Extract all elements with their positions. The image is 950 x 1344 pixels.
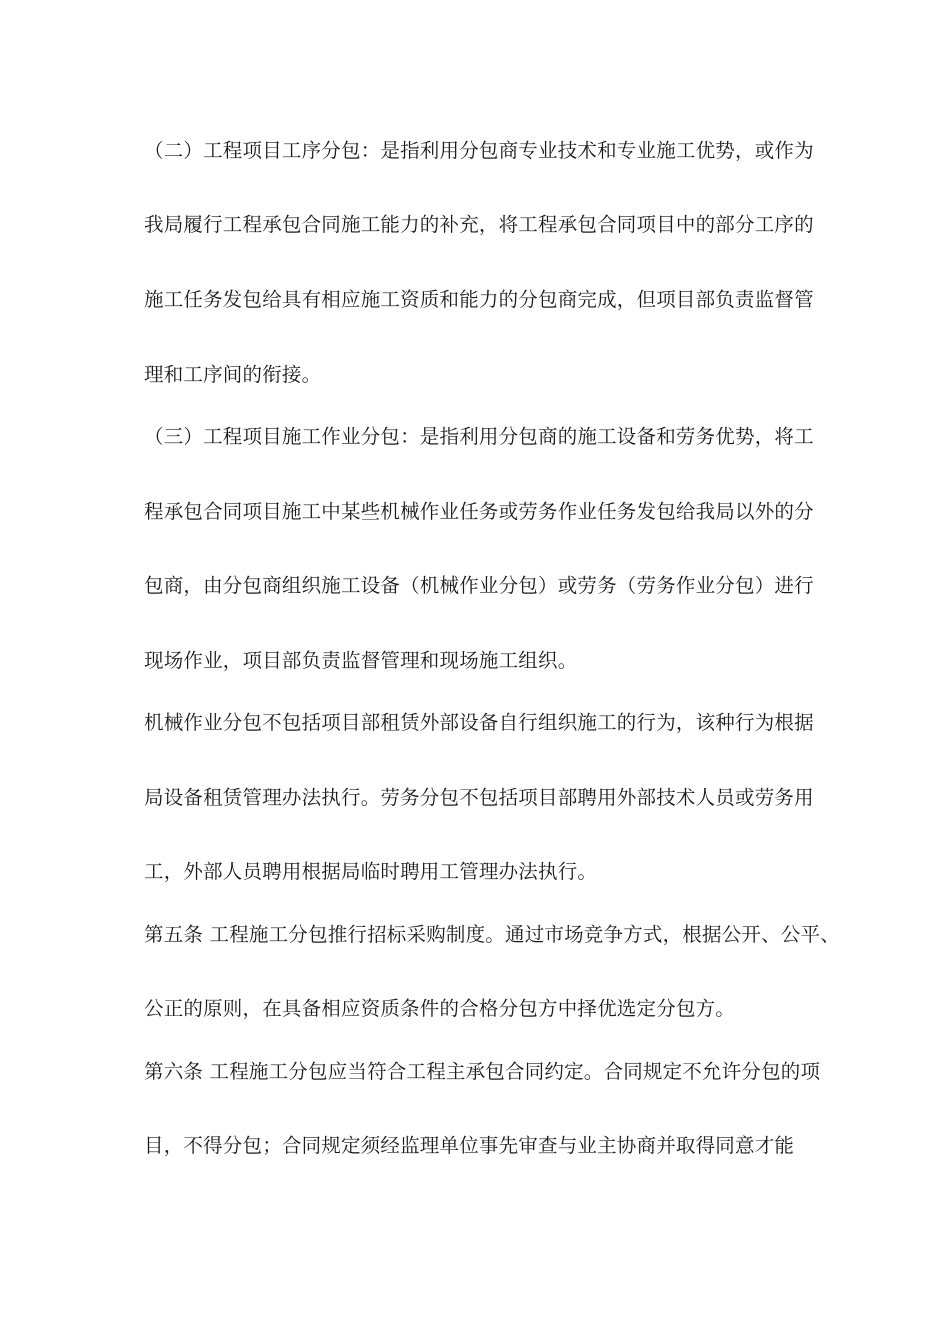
text-line: 工，外部人员聘用根据局临时聘用工管理办法执行。	[144, 860, 598, 883]
text-line: 机械作业分包不包括项目部租赁外部设备自行组织施工的行为，该种行为根据	[144, 711, 814, 734]
text-line: 第六条 工程施工分包应当符合工程主承包合同约定。合同规定不允许分包的项	[144, 1060, 821, 1083]
text-line: 第五条 工程施工分包推行招标采购制度。通过市场竞争方式，根据公开、公平、	[144, 923, 840, 946]
text-line: 包商，由分包商组织施工设备（机械作业分包）或劳务（劳务作业分包）进行	[144, 574, 814, 597]
text-line: 我局履行工程承包合同施工能力的补充，将工程承包合同项目中的部分工序的	[144, 213, 814, 236]
text-line: 施工任务发包给具有相应施工资质和能力的分包商完成，但项目部负责监督管	[144, 288, 814, 311]
text-line: 现场作业，项目部负责监督管理和现场施工组织。	[144, 649, 578, 672]
text-line: 局设备租赁管理办法执行。劳务分包不包括项目部聘用外部技术人员或劳务用	[144, 786, 814, 809]
text-line: 程承包合同项目施工中某些机械作业任务或劳务作业任务发包给我局以外的分	[144, 500, 814, 523]
text-line: 目，不得分包；合同规定须经监理单位事先审查与业主协商并取得同意才能	[144, 1134, 795, 1157]
text-line: 理和工序间的衔接。	[144, 363, 322, 386]
text-line: （二）工程项目工序分包：是指利用分包商专业技术和专业施工优势，或作为	[144, 139, 814, 162]
text-line: 公正的原则，在具备相应资质条件的合格分包方中择优选定分包方。	[144, 997, 736, 1020]
text-line: （三）工程项目施工作业分包：是指利用分包商的施工设备和劳务优势，将工	[144, 425, 814, 448]
